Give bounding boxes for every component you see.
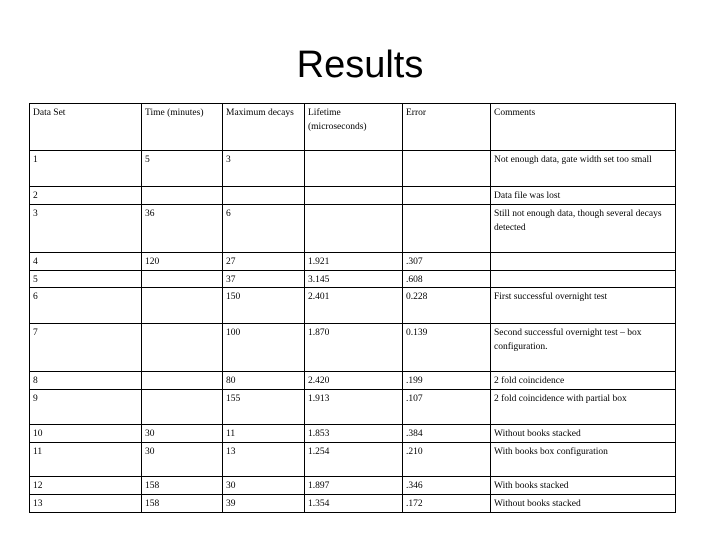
cell-comments: Not enough data, gate width set too small: [491, 151, 676, 187]
cell-data-set: 9: [30, 390, 142, 425]
column-header-max-decays: Maximum decays: [223, 104, 305, 151]
cell-lifetime: 1.354: [305, 495, 403, 513]
cell-data-set: 4: [30, 253, 142, 271]
cell-time: [142, 324, 223, 372]
cell-data-set: 11: [30, 443, 142, 477]
cell-error: .199: [403, 372, 491, 390]
cell-time: 36: [142, 205, 223, 253]
cell-time: 5: [142, 151, 223, 187]
cell-time: 158: [142, 477, 223, 495]
cell-time: 30: [142, 443, 223, 477]
cell-lifetime: 2.401: [305, 288, 403, 324]
cell-error: .307: [403, 253, 491, 271]
table-row: [30, 151, 676, 187]
cell-data-set: 2: [30, 187, 142, 205]
cell-lifetime: 1.870: [305, 324, 403, 372]
cell-comments: Data file was lost: [491, 187, 676, 205]
cell-lifetime: 1.921: [305, 253, 403, 271]
results-table: [29, 103, 676, 513]
cell-error: .172: [403, 495, 491, 513]
cell-lifetime: 1.913: [305, 390, 403, 425]
cell-data-set: 6: [30, 288, 142, 324]
cell-data-set: 10: [30, 425, 142, 443]
column-header-lifetime: Lifetime (microseconds): [305, 104, 403, 151]
cell-data-set: 7: [30, 324, 142, 372]
cell-lifetime: 2.420: [305, 372, 403, 390]
cell-max-decays: 37: [223, 271, 305, 288]
cell-comments: [491, 253, 676, 271]
cell-comments: Without books stacked: [491, 495, 676, 513]
table-row: [30, 495, 676, 513]
cell-max-decays: 30: [223, 477, 305, 495]
table-row: [30, 324, 676, 372]
cell-data-set: 1: [30, 151, 142, 187]
column-header-error: Error: [403, 104, 491, 151]
cell-data-set: 3: [30, 205, 142, 253]
table-row: [30, 390, 676, 425]
cell-comments: With books stacked: [491, 477, 676, 495]
cell-time: [142, 187, 223, 205]
cell-comments: [491, 271, 676, 288]
table-header-row: [30, 104, 676, 151]
table-row: [30, 187, 676, 205]
cell-data-set: 13: [30, 495, 142, 513]
cell-lifetime: 1.853: [305, 425, 403, 443]
cell-comments: Second successful overnight test – box configuration.: [491, 324, 676, 372]
cell-time: 30: [142, 425, 223, 443]
cell-max-decays: 150: [223, 288, 305, 324]
column-header-comments: Comments: [491, 104, 676, 151]
cell-max-decays: 27: [223, 253, 305, 271]
page-title: Results: [296, 44, 424, 86]
table-row: [30, 443, 676, 477]
cell-error: .346: [403, 477, 491, 495]
table-row: [30, 477, 676, 495]
cell-lifetime: [305, 187, 403, 205]
table-row: [30, 372, 676, 390]
cell-error: 0.228: [403, 288, 491, 324]
cell-comments: Still not enough data, though several decays detected: [491, 205, 676, 253]
cell-error: 0.139: [403, 324, 491, 372]
column-header-data-set: Data Set: [30, 104, 142, 151]
cell-time: 120: [142, 253, 223, 271]
column-header-time: Time (minutes): [142, 104, 223, 151]
cell-lifetime: 1.897: [305, 477, 403, 495]
cell-error: .608: [403, 271, 491, 288]
cell-comments: 2 fold coincidence: [491, 372, 676, 390]
cell-time: [142, 271, 223, 288]
table-row: [30, 205, 676, 253]
cell-max-decays: 11: [223, 425, 305, 443]
cell-time: 158: [142, 495, 223, 513]
cell-time: [142, 288, 223, 324]
cell-error: [403, 187, 491, 205]
cell-max-decays: 39: [223, 495, 305, 513]
cell-error: .107: [403, 390, 491, 425]
table-row: [30, 425, 676, 443]
cell-comments: With books box configuration: [491, 443, 676, 477]
cell-max-decays: 80: [223, 372, 305, 390]
cell-max-decays: 3: [223, 151, 305, 187]
cell-lifetime: 3.145: [305, 271, 403, 288]
cell-comments: Without books stacked: [491, 425, 676, 443]
cell-max-decays: 6: [223, 205, 305, 253]
cell-data-set: 12: [30, 477, 142, 495]
table-row: [30, 253, 676, 271]
cell-time: [142, 390, 223, 425]
cell-comments: First successful overnight test: [491, 288, 676, 324]
cell-comments: 2 fold coincidence with partial box: [491, 390, 676, 425]
cell-data-set: 5: [30, 271, 142, 288]
table-row: [30, 271, 676, 288]
table-row: [30, 288, 676, 324]
cell-lifetime: [305, 151, 403, 187]
cell-max-decays: 13: [223, 443, 305, 477]
cell-error: [403, 205, 491, 253]
cell-lifetime: [305, 205, 403, 253]
cell-error: [403, 151, 491, 187]
cell-max-decays: 100: [223, 324, 305, 372]
cell-data-set: 8: [30, 372, 142, 390]
cell-error: .210: [403, 443, 491, 477]
cell-max-decays: [223, 187, 305, 205]
cell-lifetime: 1.254: [305, 443, 403, 477]
cell-time: [142, 372, 223, 390]
cell-max-decays: 155: [223, 390, 305, 425]
cell-error: .384: [403, 425, 491, 443]
